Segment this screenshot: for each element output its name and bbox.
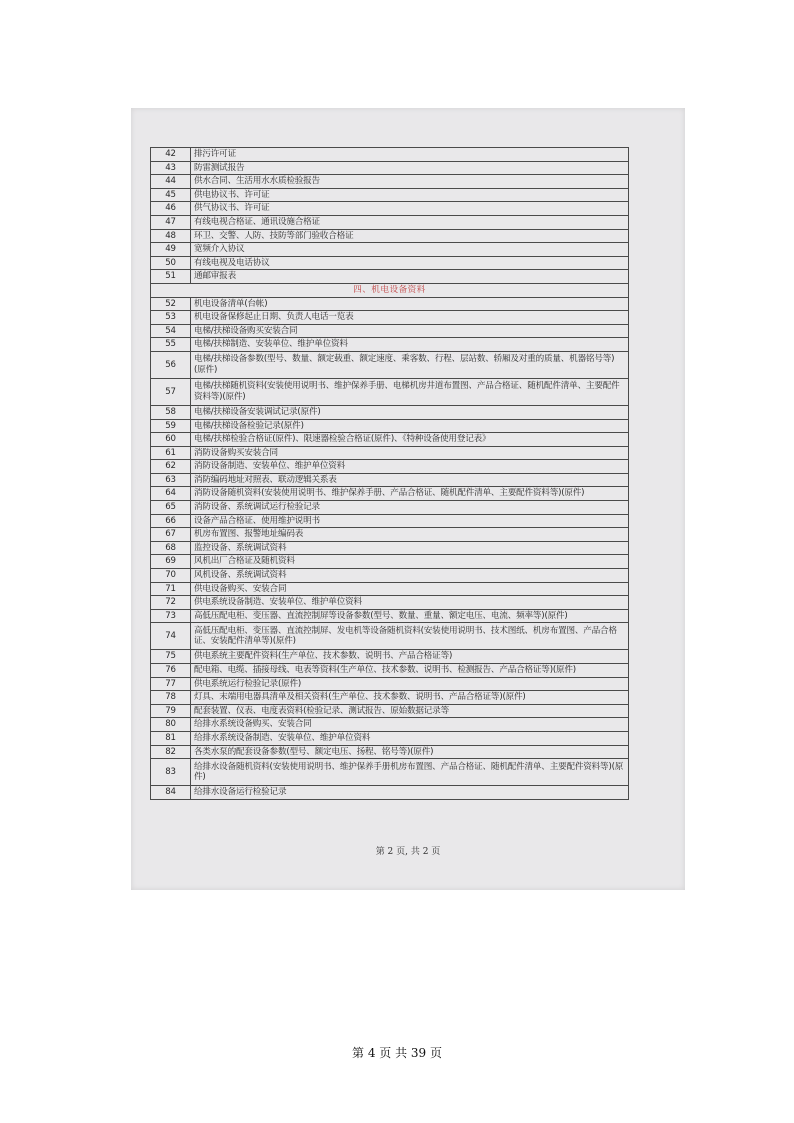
row-text: 配套装置、仪表、电度表资料(检验记录、测试报告、原始数据记录等	[191, 704, 629, 718]
table-row	[151, 202, 629, 216]
row-text: 消防设备随机资料(安装使用说明书、维护保养手册、产品合格证、随机配件清单、主要配件资料等)(原件)	[191, 487, 629, 501]
row-text: 宽频介入协议	[191, 243, 629, 257]
row-text: 灯具、末端用电器具清单及相关资料(生产单位、技术参数、说明书、产品合格证等)(原件)	[191, 691, 629, 705]
row-text: 有线电视及电话协议	[191, 256, 629, 270]
row-text: 给排水系统设备购买、安装合同	[191, 718, 629, 732]
row-text: 排污许可证	[191, 148, 629, 162]
row-number: 81	[151, 731, 191, 745]
row-number: 55	[151, 338, 191, 352]
table-row	[151, 555, 629, 569]
row-text: 风机出厂合格证及随机资料	[191, 555, 629, 569]
row-text: 机电设备保修起止日期、负责人电话一览表	[191, 311, 629, 325]
row-number: 59	[151, 419, 191, 433]
row-number: 80	[151, 718, 191, 732]
row-number: 64	[151, 487, 191, 501]
table-row	[151, 691, 629, 705]
row-text: 供电设备购买、安装合同	[191, 582, 629, 596]
row-number: 44	[151, 175, 191, 189]
row-text: 电梯/扶梯设备检验记录(原件)	[191, 419, 629, 433]
table-row	[151, 188, 629, 202]
row-text: 有线电视合格证、通讯设施合格证	[191, 215, 629, 229]
table-row	[151, 229, 629, 243]
row-text: 环卫、交警、人防、技防等部门验收合格证	[191, 229, 629, 243]
page-footer: 第 4 页 共 39 页	[352, 1046, 442, 1060]
row-text: 供电系统设备制造、安装单位、维护单位资料	[191, 596, 629, 610]
row-number: 50	[151, 256, 191, 270]
row-text: 供电协议书、许可证	[191, 188, 629, 202]
table-row	[151, 270, 629, 284]
row-number: 60	[151, 433, 191, 447]
row-number: 77	[151, 677, 191, 691]
table-row	[151, 460, 629, 474]
row-number: 68	[151, 541, 191, 555]
table-row	[151, 324, 629, 338]
row-number: 43	[151, 161, 191, 175]
table-row	[151, 243, 629, 257]
row-text: 电梯/扶梯设备购买安装合同	[191, 324, 629, 338]
row-text: 电梯/扶梯随机资料(安装使用说明书、维护保养手册、电梯机房井道布置图、产品合格证、随机配件清单、主要配件资料等)(原件)	[191, 378, 629, 405]
table-row	[151, 718, 629, 732]
table-row	[151, 446, 629, 460]
section-header-row	[151, 283, 629, 297]
row-text: 电梯/扶梯设备安装调试记录(原件)	[191, 405, 629, 419]
row-number: 71	[151, 582, 191, 596]
table-row	[151, 148, 629, 162]
row-number: 47	[151, 215, 191, 229]
table-row	[151, 405, 629, 419]
row-number: 52	[151, 297, 191, 311]
row-text: 风机设备、系统调试资料	[191, 569, 629, 583]
table-row	[151, 582, 629, 596]
row-text: 通邮审报表	[191, 270, 629, 284]
row-number: 72	[151, 596, 191, 610]
row-number: 54	[151, 324, 191, 338]
row-text: 消防设备制造、安装单位、维护单位资料	[191, 460, 629, 474]
table-row	[151, 215, 629, 229]
row-text: 高低压配电柜、变压器、直流控制屏、发电机等设备随机资料(安装使用说明书、技术图纸、机房布置图、产品合格证、安装配件清单等)(原件)	[191, 623, 629, 650]
row-number: 63	[151, 473, 191, 487]
row-text: 设备产品合格证、使用维护说明书	[191, 514, 629, 528]
row-text: 供电系统运行检验记录(原件)	[191, 677, 629, 691]
row-number: 61	[151, 446, 191, 460]
table-row	[151, 745, 629, 759]
row-text: 供水合同、生活用水水质检验报告	[191, 175, 629, 189]
table-row	[151, 473, 629, 487]
table-row	[151, 609, 629, 623]
table-row	[151, 501, 629, 515]
row-number: 51	[151, 270, 191, 284]
row-text: 机房布置图、报警地址编码表	[191, 528, 629, 542]
document-table	[150, 147, 629, 800]
table-row	[151, 161, 629, 175]
row-text: 电梯/扶梯检验合格证(原件)、限速器检验合格证(原件)、《特种设备使用登记表》	[191, 433, 629, 447]
table-row	[151, 677, 629, 691]
row-number: 84	[151, 786, 191, 800]
table-row	[151, 256, 629, 270]
table-row	[151, 351, 629, 378]
row-number: 66	[151, 514, 191, 528]
row-number: 57	[151, 378, 191, 405]
table-row	[151, 541, 629, 555]
row-number: 78	[151, 691, 191, 705]
row-number: 70	[151, 569, 191, 583]
table-row	[151, 731, 629, 745]
table-row	[151, 514, 629, 528]
table-row	[151, 596, 629, 610]
row-text: 机电设备清单(台帐)	[191, 297, 629, 311]
row-text: 配电箱、电缆、插接母线、电表等资料(生产单位、技术参数、说明书、检测报告、产品合格证等)(原件)	[191, 664, 629, 678]
table-row	[151, 338, 629, 352]
row-number: 82	[151, 745, 191, 759]
table-row	[151, 704, 629, 718]
row-number: 69	[151, 555, 191, 569]
row-text: 监控设备、系统调试资料	[191, 541, 629, 555]
row-number: 45	[151, 188, 191, 202]
row-number: 74	[151, 623, 191, 650]
section-header: 四、机电设备资料	[151, 283, 629, 297]
row-text: 高低压配电柜、变压器、直流控制屏等设备参数(型号、数量、重量、额定电压、电流、频率等)(原件)	[191, 609, 629, 623]
row-text: 供气协议书、许可证	[191, 202, 629, 216]
row-number: 42	[151, 148, 191, 162]
row-number: 75	[151, 650, 191, 664]
table-row	[151, 569, 629, 583]
table-row	[151, 623, 629, 650]
row-number: 49	[151, 243, 191, 257]
row-text: 各类水泵的配套设备参数(型号、额定电压、扬程、铭号等)(原件)	[191, 745, 629, 759]
row-number: 67	[151, 528, 191, 542]
table-row	[151, 433, 629, 447]
table-row	[151, 786, 629, 800]
table-row	[151, 759, 629, 786]
row-text: 给排水系统设备制造、安装单位、维护单位资料	[191, 731, 629, 745]
row-text: 消防设备购买安装合同	[191, 446, 629, 460]
row-number: 56	[151, 351, 191, 378]
table-row	[151, 487, 629, 501]
row-number: 53	[151, 311, 191, 325]
table-row	[151, 311, 629, 325]
row-number: 83	[151, 759, 191, 786]
table-row	[151, 175, 629, 189]
row-number: 76	[151, 664, 191, 678]
table-row	[151, 419, 629, 433]
table-row	[151, 297, 629, 311]
row-text: 防雷测试报告	[191, 161, 629, 175]
row-text: 消防设备、系统调试运行检验记录	[191, 501, 629, 515]
row-text: 消防编码地址对照表、联动逻辑关系表	[191, 473, 629, 487]
row-number: 65	[151, 501, 191, 515]
row-text: 电梯/扶梯制造、安装单位、维护单位资料	[191, 338, 629, 352]
table-row	[151, 378, 629, 405]
table-row	[151, 664, 629, 678]
row-text: 给排水设备随机资料(安装使用说明书、维护保养手册机房布置图、产品合格证、随机配件清单、主要配件资料等)(原件)	[191, 759, 629, 786]
row-number: 46	[151, 202, 191, 216]
scanned-page-footer: 第 2 页, 共 2 页	[375, 847, 441, 857]
row-number: 48	[151, 229, 191, 243]
row-number: 62	[151, 460, 191, 474]
row-text: 给排水设备运行检验记录	[191, 786, 629, 800]
table-row	[151, 650, 629, 664]
table-row	[151, 528, 629, 542]
row-text: 电梯/扶梯设备参数(型号、数量、额定载重、额定速度、乘客数、行程、层站数、轿厢及对重的质量、机器铭号等)(原件)	[191, 351, 629, 378]
row-number: 58	[151, 405, 191, 419]
scanned-page	[131, 108, 685, 890]
row-number: 79	[151, 704, 191, 718]
row-text: 供电系统主要配件资料(生产单位、技术参数、说明书、产品合格证等)	[191, 650, 629, 664]
row-number: 73	[151, 609, 191, 623]
